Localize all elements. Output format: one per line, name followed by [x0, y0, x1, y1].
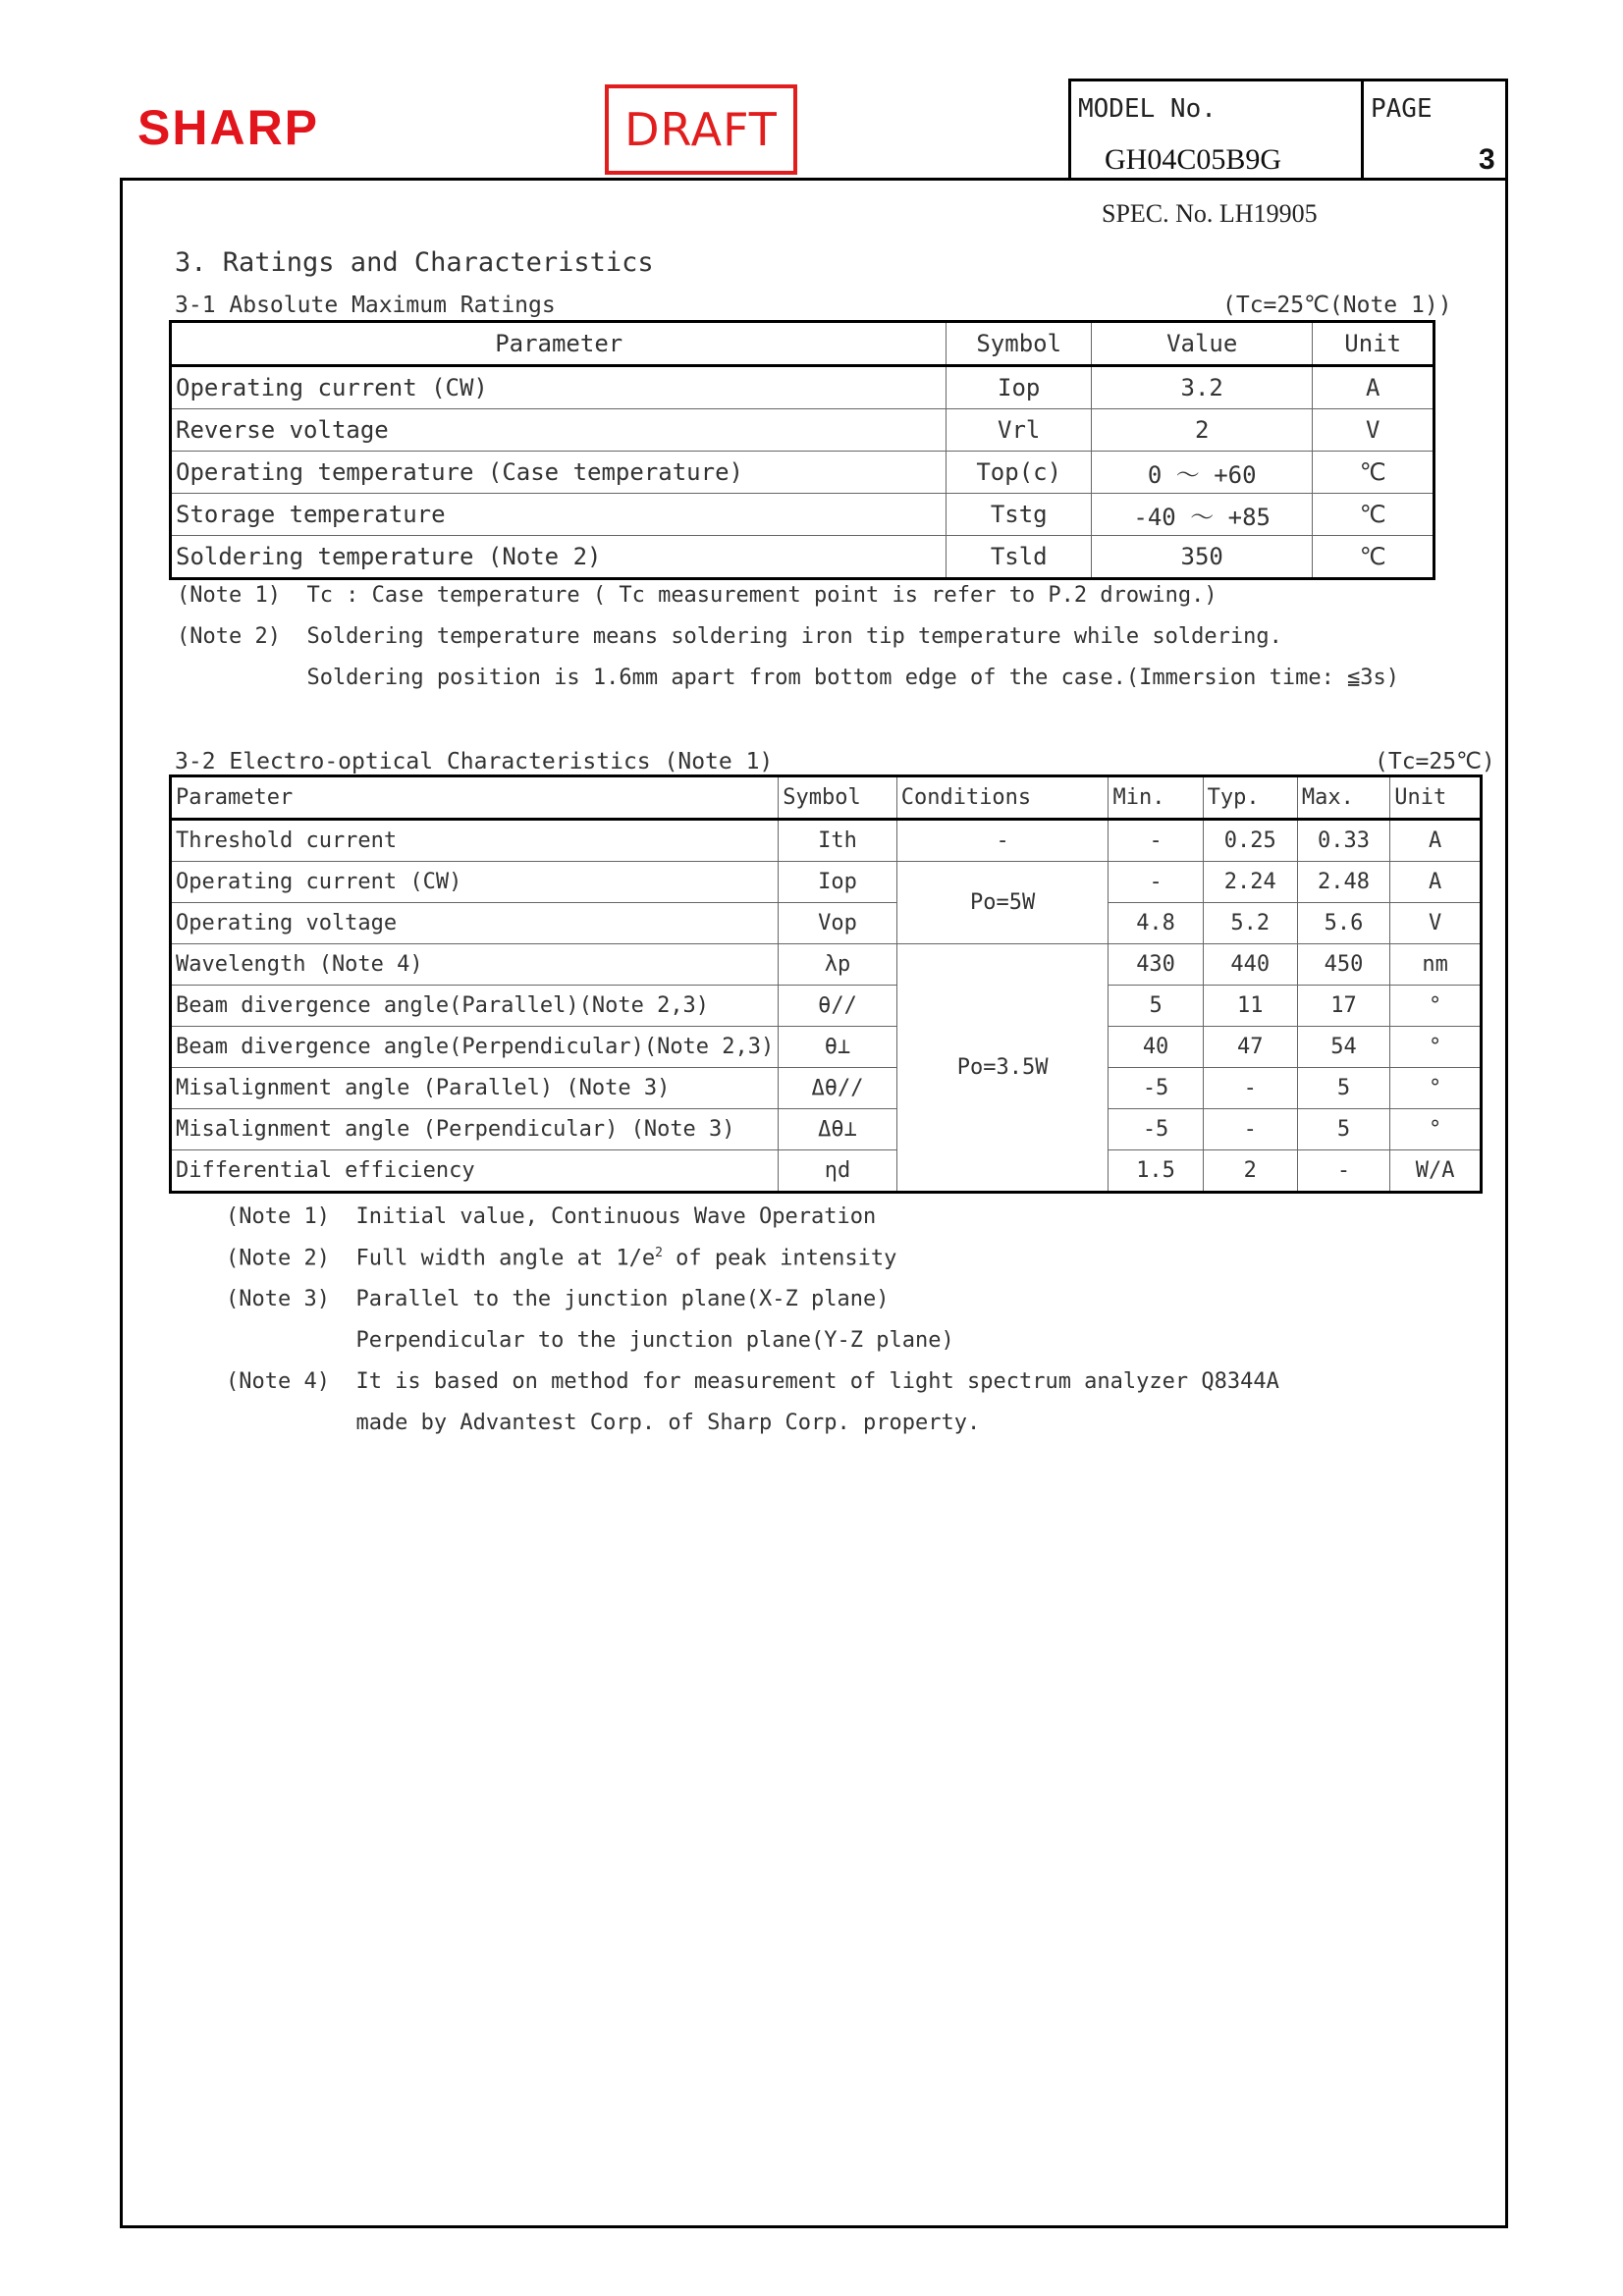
typ-cell: 2.24	[1203, 862, 1297, 903]
parameter-cell: Misalignment angle (Parallel) (Note 3)	[171, 1068, 779, 1109]
eo-note-3-cont: Perpendicular to the junction plane(Y-Z plane)	[226, 1328, 954, 1353]
parameter-cell: Storage temperature	[171, 494, 947, 536]
conditions-cell: Po=3.5W	[896, 944, 1109, 1193]
unit-cell: V	[1390, 903, 1482, 944]
sharp-logo	[137, 101, 388, 152]
symbol-cell: λp	[779, 944, 896, 986]
symbol-cell: Vop	[779, 903, 896, 944]
unit-cell: °	[1390, 1068, 1482, 1109]
abs-max-note-2-cont: Soldering position is 1.6mm apart from bottom edge of the case.(Immersion time: ≦3s)	[177, 666, 1400, 690]
unit-cell: W/A	[1390, 1150, 1482, 1193]
abs-max-note-2: (Note 2) Soldering temperature means soldering iron tip temperature while soldering.	[177, 624, 1282, 649]
typ-cell: 5.2	[1203, 903, 1297, 944]
unit-cell: A	[1313, 366, 1434, 409]
table-row	[171, 409, 1434, 452]
eo-note-2	[226, 1246, 896, 1270]
col-symbol: Symbol	[779, 776, 896, 820]
table-row	[171, 1027, 1482, 1068]
logo-text: SHARP	[137, 101, 320, 152]
value-cell: -40 ～ +85	[1092, 494, 1313, 536]
section-title: 3. Ratings and Characteristics	[175, 247, 654, 278]
typ-cell: -	[1203, 1109, 1297, 1150]
table-row	[171, 494, 1434, 536]
col-conditions: Conditions	[896, 776, 1109, 820]
max-cell: 54	[1297, 1027, 1389, 1068]
col-unit: Unit	[1390, 776, 1482, 820]
unit-cell: A	[1390, 862, 1482, 903]
min-cell: -5	[1109, 1068, 1203, 1109]
max-cell: 17	[1297, 986, 1389, 1027]
conditions-cell: Po=5W	[896, 862, 1109, 944]
symbol-cell: Δθ⊥	[779, 1109, 896, 1150]
symbol-cell: Iop	[947, 366, 1092, 409]
eo-note-2-tail: of peak intensity	[662, 1246, 897, 1271]
parameter-cell: Beam divergence angle(Parallel)(Note 2,3)	[171, 986, 779, 1027]
table-row	[171, 366, 1434, 409]
table-header-row	[171, 322, 1434, 366]
symbol-cell: Ith	[779, 820, 896, 862]
value-cell: 0 ～ +60	[1092, 452, 1313, 494]
model-label: MODEL No.	[1078, 94, 1217, 124]
eo-note-3: (Note 3) Parallel to the junction plane(X-Z plane)	[226, 1287, 890, 1311]
draft-label: DRAFT	[624, 103, 778, 156]
table-row	[171, 820, 1482, 862]
symbol-cell: Δθ//	[779, 1068, 896, 1109]
table-row	[171, 862, 1482, 903]
max-cell: 5	[1297, 1068, 1389, 1109]
col-unit: Unit	[1313, 322, 1434, 366]
col-min: Min.	[1109, 776, 1203, 820]
header-divider	[1361, 79, 1364, 180]
col-symbol: Symbol	[947, 322, 1092, 366]
col-value: Value	[1092, 322, 1313, 366]
symbol-cell: Tstg	[947, 494, 1092, 536]
symbol-cell: θ//	[779, 986, 896, 1027]
col-parameter: Parameter	[171, 776, 779, 820]
parameter-cell: Wavelength (Note 4)	[171, 944, 779, 986]
value-cell: 350	[1092, 536, 1313, 579]
symbol-cell: Top(c)	[947, 452, 1092, 494]
table-row	[171, 452, 1434, 494]
abs-max-title: 3-1 Absolute Maximum Ratings	[175, 293, 556, 318]
min-cell: 5	[1109, 986, 1203, 1027]
eo-note-1: (Note 1) Initial value, Continuous Wave Operation	[226, 1204, 877, 1229]
unit-cell: A	[1390, 820, 1482, 862]
page-label: PAGE	[1371, 94, 1433, 124]
model-value: GH04C05B9G	[1105, 143, 1282, 176]
abs-max-condition: (Tc=25℃(Note 1))	[1222, 293, 1452, 318]
table-row	[171, 1109, 1482, 1150]
unit-cell: ℃	[1313, 452, 1434, 494]
parameter-cell: Reverse voltage	[171, 409, 947, 452]
eo-note-4: (Note 4) It is based on method for measurement of light spectrum analyzer Q8344A	[226, 1369, 1279, 1394]
parameter-cell: Beam divergence angle(Perpendicular)(Note 2,3)	[171, 1027, 779, 1068]
table-row	[171, 903, 1482, 944]
max-cell: -	[1297, 1150, 1389, 1193]
unit-cell: °	[1390, 1027, 1482, 1068]
parameter-cell: Misalignment angle (Perpendicular) (Note 3)	[171, 1109, 779, 1150]
unit-cell: nm	[1390, 944, 1482, 986]
table-row	[171, 1150, 1482, 1193]
parameter-cell: Operating current (CW)	[171, 366, 947, 409]
col-max: Max.	[1297, 776, 1389, 820]
abs-max-table	[169, 320, 1435, 580]
eo-condition: (Tc=25℃)	[1375, 749, 1495, 774]
unit-cell: °	[1390, 986, 1482, 1027]
typ-cell: 440	[1203, 944, 1297, 986]
eo-table	[169, 774, 1483, 1194]
symbol-cell: Iop	[779, 862, 896, 903]
table-header-row	[171, 776, 1482, 820]
max-cell: 2.48	[1297, 862, 1389, 903]
parameter-cell: Operating temperature (Case temperature)	[171, 452, 947, 494]
table-row	[171, 1068, 1482, 1109]
typ-cell: 0.25	[1203, 820, 1297, 862]
parameter-cell: Threshold current	[171, 820, 779, 862]
symbol-cell: Vrl	[947, 409, 1092, 452]
typ-cell: 11	[1203, 986, 1297, 1027]
typ-cell: 2	[1203, 1150, 1297, 1193]
symbol-cell: ηd	[779, 1150, 896, 1193]
draft-stamp	[605, 84, 797, 175]
min-cell: -5	[1109, 1109, 1203, 1150]
col-parameter: Parameter	[171, 322, 947, 366]
symbol-cell: Tsld	[947, 536, 1092, 579]
col-typ: Typ.	[1203, 776, 1297, 820]
max-cell: 5.6	[1297, 903, 1389, 944]
min-cell: 40	[1109, 1027, 1203, 1068]
unit-cell: V	[1313, 409, 1434, 452]
parameter-cell: Operating current (CW)	[171, 862, 779, 903]
typ-cell: -	[1203, 1068, 1297, 1109]
eo-note-2-superscript: 2	[655, 1246, 663, 1260]
min-cell: 1.5	[1109, 1150, 1203, 1193]
parameter-cell: Soldering temperature (Note 2)	[171, 536, 947, 579]
max-cell: 0.33	[1297, 820, 1389, 862]
eo-note-4-cont: made by Advantest Corp. of Sharp Corp. property.	[226, 1411, 981, 1435]
unit-cell: ℃	[1313, 536, 1434, 579]
max-cell: 5	[1297, 1109, 1389, 1150]
spec-number: SPEC. No. LH19905	[1102, 199, 1318, 228]
min-cell: 4.8	[1109, 903, 1203, 944]
eo-title: 3-2 Electro-optical Characteristics (Note 1)	[175, 749, 774, 774]
table-row	[171, 944, 1482, 986]
abs-max-note-1: (Note 1) Tc : Case temperature ( Tc measurement point is refer to P.2 drowing.)	[177, 583, 1217, 608]
value-cell: 3.2	[1092, 366, 1313, 409]
eo-note-2-text: (Note 2) Full width angle at 1/e	[226, 1246, 656, 1271]
parameter-cell: Operating voltage	[171, 903, 779, 944]
table-row	[171, 986, 1482, 1027]
parameter-cell: Differential efficiency	[171, 1150, 779, 1193]
value-cell: 2	[1092, 409, 1313, 452]
conditions-cell: -	[896, 820, 1109, 862]
unit-cell: °	[1390, 1109, 1482, 1150]
page-number: 3	[1479, 143, 1495, 176]
table-row	[171, 536, 1434, 579]
typ-cell: 47	[1203, 1027, 1297, 1068]
min-cell: -	[1109, 862, 1203, 903]
unit-cell: ℃	[1313, 494, 1434, 536]
max-cell: 450	[1297, 944, 1389, 986]
symbol-cell: θ⊥	[779, 1027, 896, 1068]
min-cell: 430	[1109, 944, 1203, 986]
min-cell: -	[1109, 820, 1203, 862]
